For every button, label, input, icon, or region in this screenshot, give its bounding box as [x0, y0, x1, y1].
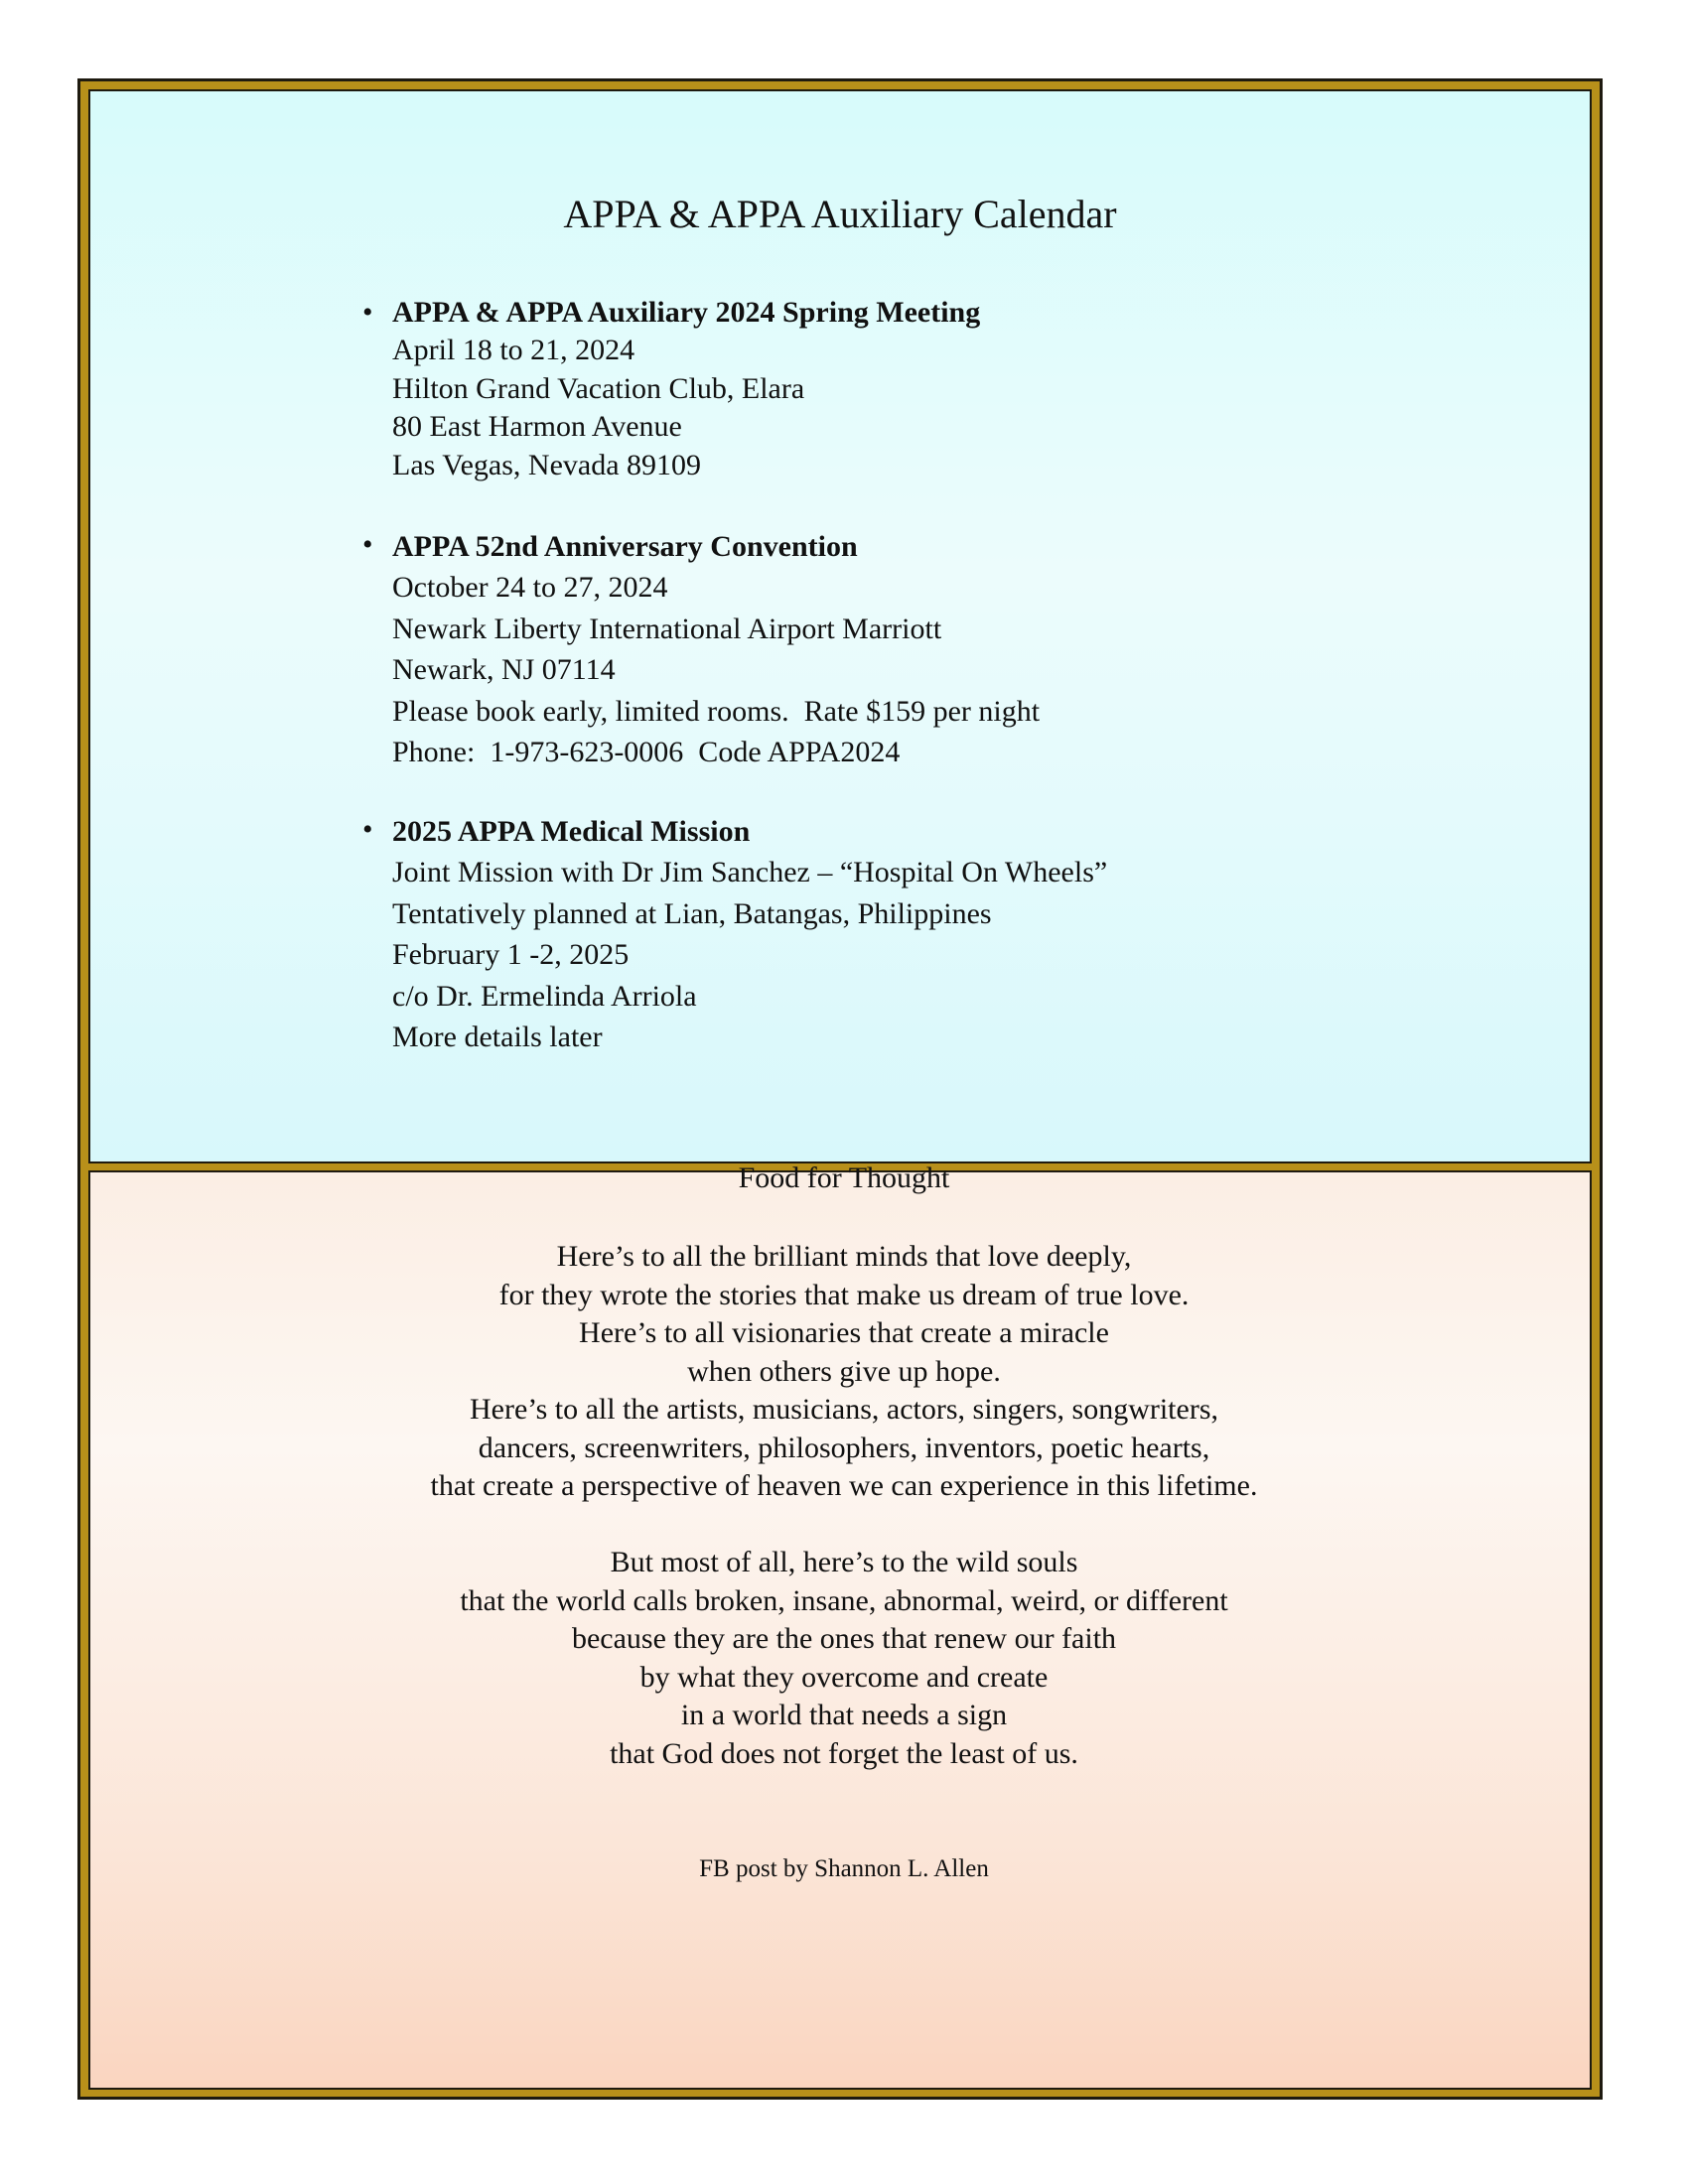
event-line: February 1 -2, 2025: [392, 938, 630, 972]
poem-line: that the world calls broken, insane, abnormal, weird, or different: [460, 1583, 1228, 1617]
poem-line: But most of all, here’s to the wild souls: [610, 1546, 1078, 1578]
poem-line: in a world that needs a sign: [680, 1699, 1008, 1731]
bullet-icon: •: [362, 296, 373, 329]
event-line: Newark Liberty International Airport Marriott: [392, 612, 942, 645]
event-title: APPA 52nd Anniversary Convention: [392, 530, 858, 563]
event-line: More details later: [392, 1021, 603, 1054]
event-line: Hilton Grand Vacation Club, Elara: [392, 371, 805, 405]
poem-line: because they are the ones that renew our faith: [571, 1622, 1117, 1655]
calendar-title: APPA & APPA Auxiliary Calendar: [563, 192, 1117, 236]
event-anniversary-convention: [362, 526, 1484, 772]
poem-line: when others give up hope.: [687, 1354, 1001, 1388]
event-title: APPA & APPA Auxiliary 2024 Spring Meeting: [392, 296, 981, 329]
bullet-icon: •: [362, 813, 373, 846]
event-line: Please book early, limited rooms. Rate $159 per night: [392, 694, 1041, 728]
event-line: c/o Dr. Ermelinda Arriola: [392, 979, 697, 1013]
poem-line: by what they overcome and create: [639, 1660, 1049, 1694]
poem-line: for they wrote the stories that make us dream of true love.: [498, 1278, 1190, 1311]
event-spring-meeting: [362, 294, 1484, 484]
food-for-thought-title: Food for Thought: [738, 1161, 950, 1194]
poem-line: Here’s to all the artists, musicians, actors, singers, songwriters,: [469, 1393, 1218, 1426]
poem-line: that create a perspective of heaven we can experience in this lifetime.: [430, 1469, 1258, 1502]
event-line: Tentatively planned at Lian, Batangas, Philippines: [392, 896, 992, 930]
poem-line: dancers, screenwriters, philosophers, inventors, poetic hearts,: [478, 1431, 1210, 1464]
poem-line: Here’s to all the brilliant minds that love deeply,: [556, 1240, 1132, 1273]
event-line: Las Vegas, Nevada 89109: [392, 448, 702, 481]
event-line: Phone: 1-973-623-0006 Code APPA2024: [392, 736, 901, 769]
poem-credit: FB post by Shannon L. Allen: [699, 1855, 989, 1882]
page-frame: [77, 78, 1603, 2100]
event-line: 80 East Harmon Avenue: [392, 410, 682, 443]
poem-line: that God does not forget the least of us.: [610, 1736, 1078, 1770]
event-line: October 24 to 27, 2024: [392, 571, 668, 605]
event-line: April 18 to 21, 2024: [392, 334, 635, 366]
calendar-panel: [88, 89, 1592, 1163]
event-title: 2025 APPA Medical Mission: [392, 815, 751, 848]
bullet-icon: •: [362, 528, 373, 561]
poem-line: Here’s to all visionaries that create a miracle: [579, 1316, 1109, 1349]
event-medical-mission: [362, 811, 1484, 1057]
poem-stanza: [0, 1391, 1688, 1506]
event-line: Newark, NJ 07114: [392, 653, 616, 687]
poem-stanza: [0, 1544, 1688, 1773]
poem-stanza: [0, 1238, 1688, 1391]
event-line: Joint Mission with Dr Jim Sanchez – “Hospital On Wheels”: [392, 856, 1108, 889]
